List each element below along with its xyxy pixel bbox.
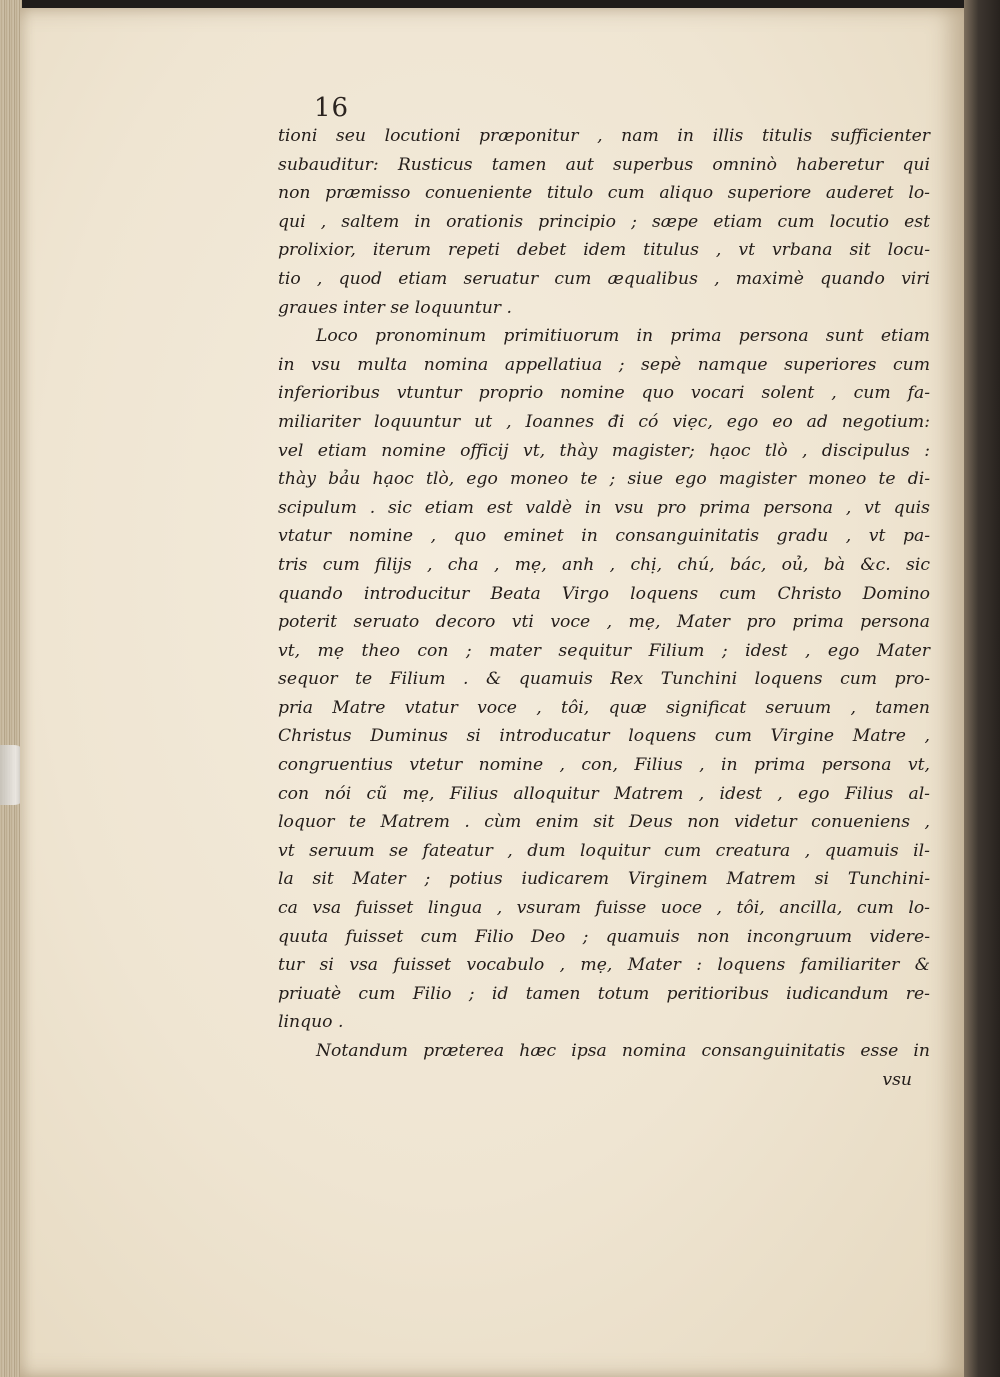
- text-line-6: tio , quod etiam seruatur cum æqualibus , maximè quando viri: [278, 268, 930, 289]
- text-line-26: vt seruum se fateatur , dum loquitur cum creatura , quamuis il-: [278, 840, 930, 861]
- text-line-28: ca vsa fuisset lingua , vsuram fuisse uoce , tôi, ancilla, cum lo-: [278, 898, 930, 919]
- text-line-10: inferioribus vtuntur proprio nomine quo vocari solent , cum fa-: [278, 383, 930, 404]
- page-stack-edges: [0, 0, 22, 1377]
- text-line-31: priuatè cum Filio ; id tamen totum peritioribus iudicandum re-: [278, 983, 930, 1004]
- catchword: vsu: [882, 1069, 912, 1090]
- text-line-33: Notandum præterea hæc ipsa nomina consanguinitatis esse in: [316, 1041, 930, 1061]
- text-line-4: qui , saltem in orationis principio ; sæpe etiam cum locutio est: [278, 211, 930, 232]
- text-line-29: quuta fuisset cum Filio Deo ; quamuis non incongruum videre-: [278, 926, 930, 947]
- text-line-21: pria Matre vtatur voce , tôi, quæ significat seruum , tamen: [278, 697, 930, 718]
- text-line-11: miliariter loquuntur ut , Ioannes đi có viẹc, ego eo ad negotium:: [278, 411, 930, 432]
- text-line-12: vel etiam nomine officij vt, thày magister; hạoc tlò , discipulus :: [278, 440, 930, 461]
- body-text: [278, 122, 930, 1094]
- text-line-16: tris cum filijs , cha , mẹ, anh , chị, chú, bác, oủ, bà &c. sic: [278, 554, 930, 575]
- text-line-24: con nói cũ mẹ, Filius alloquitur Matrem , idest , ego Filius al-: [278, 783, 930, 804]
- text-line-15: vtatur nomine , quo eminet in consanguinitatis gradu , vt pa-: [278, 526, 930, 547]
- text-line-25: loquor te Matrem . cùm enim sit Deus non videtur conueniens ,: [278, 812, 930, 833]
- text-line-13: thày bảu hạoc tlò, ego moneo te ; siue ego magister moneo te di-: [278, 469, 930, 490]
- text-line-1: tioni seu locutioni præponitur , nam in illis titulis sufficienter: [278, 126, 930, 146]
- text-line-8: Loco pronominum primitiuorum in prima persona sunt etiam: [316, 326, 930, 347]
- text-line-32: linquo .: [278, 1012, 344, 1033]
- text-line-14: scipulum . sic etiam est valdè in vsu pro prima persona , vt quis: [278, 497, 930, 518]
- text-line-3: non præmisso conueniente titulo cum aliquo superiore auderet lo-: [278, 183, 930, 204]
- text-line-23: congruentius vtetur nomine , con, Filius , in prima persona vt,: [278, 755, 930, 776]
- text-line-17: quando introducitur Beata Virgo loquens cum Christo Domino: [278, 583, 930, 604]
- text-line-2: subauditur: Rusticus tamen aut superbus omninò haberetur qui: [278, 154, 930, 175]
- text-line-20: sequor te Filium . & quamuis Rex Tunchini loquens cum pro-: [278, 669, 930, 690]
- text-line-9: in vsu multa nomina appellatiua ; sepè namque superiores cum: [278, 354, 930, 375]
- book-gutter-shadow: [964, 0, 1000, 1377]
- text-line-27: la sit Mater ; potius iudicarem Virginem Matrem si Tunchini-: [278, 869, 930, 890]
- page-number: 16: [314, 93, 350, 123]
- text-line-7: graues inter se loquuntur .: [278, 297, 512, 318]
- text-line-30: tur si vsa fuisset vocabulo , mẹ, Mater : loquens familiariter &: [278, 955, 930, 976]
- book-page: [20, 8, 964, 1377]
- text-line-5: prolixior, iterum repeti debet idem titulus , vt vrbana sit locu-: [278, 240, 930, 261]
- text-line-19: vt, mẹ theo con ; mater sequitur Filium ; idest , ego Mater: [278, 640, 930, 661]
- text-line-18: poterit seruato decoro vti voce , mẹ, Mater pro prima persona: [278, 612, 930, 633]
- text-line-22: Christus Duminus si introducatur loquens cum Virgine Matre ,: [278, 726, 930, 747]
